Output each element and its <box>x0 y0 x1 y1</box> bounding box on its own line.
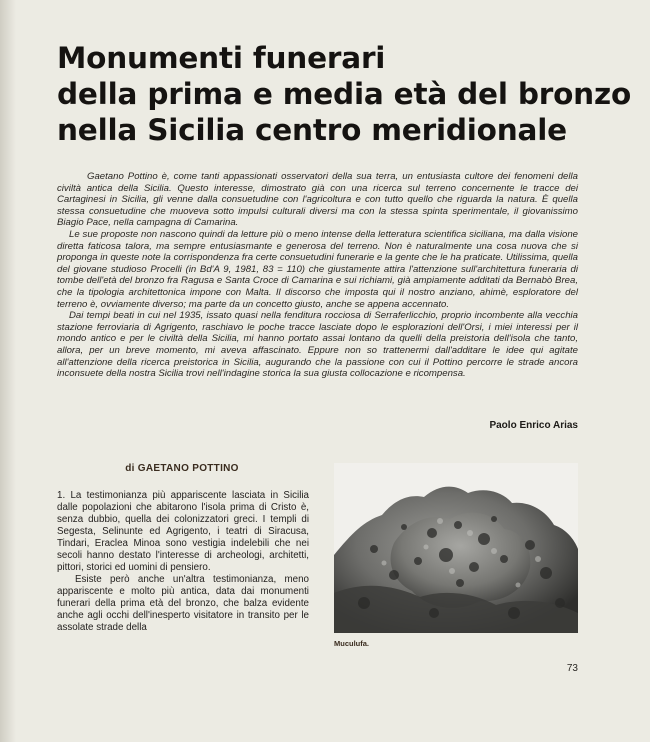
rock-photograph <box>334 463 578 633</box>
page-number: 73 <box>566 663 578 674</box>
intro-author-signature: Paolo Enrico Arias <box>489 420 578 431</box>
intro-paragraph: Gaetano Pottino è, come tanti appassionati osservatori della sua terra, un entusiasta cultore dei fenomeni della civiltà antica della Sicilia. Questo interesse, dimostrato già con una ricerca sul terreno concernente le tracce dei Cartaginesi in Sicilia, gli venne dalla consuetudine con l'agricoltura e con tutto quello che riguarda la natura. È quella stessa consuetudine che muoveva sotto impulsi culturali diversi ma con la stessa spinta sperimentale, il giovanissimo Biagio Pace, nella campagna di Camarina. <box>57 171 578 229</box>
body-column <box>57 490 309 634</box>
rock-formation-image <box>334 463 578 633</box>
title-line: nella Sicilia centro meridionale <box>57 113 567 147</box>
article-byline: di GAETANO POTTINO <box>125 463 239 474</box>
photo-caption: Muculufa. <box>334 639 369 648</box>
intro-paragraph: Le sue proposte non nascono quindi da letture più o meno intense della letteratura scientifica siciliana, ma dalla visione diretta faticosa talora, ma sempre entusiasmante e generosa del terreno. Non è naturalmente una cosa nuova che si proponga in queste note la corrispondenza fra certe consuetudini funerarie e la gente che le ha praticate. Utilissima, quella del giovane studioso Procelli (in Bd'A 9, 1981, 83 = 110) che giustamente attira l'attenzione sull'architettura funeraria di tombe dell'età del bronzo fra Ragusa e Santa Croce di Camarina e sui richiami, già ampiamente additati da Bernabò Brea, che la tipologia architettonica impone con Malta. Il discorso che imposta qui il nostro anziano, ahimè, esploratore del terreno è, ovviamente diverso; ma parte da un concetto giusto, anche se appena accennato. <box>57 228 578 310</box>
body-paragraph: Esiste però anche un'altra testimonianza, meno appariscente e molto più antica, data dai monumenti funerari della prima età del bronzo, che balza evidente anche agli occhi dell'inesperto visitatore in transito per le assolate strade della <box>57 574 309 633</box>
editor-introduction <box>57 171 578 380</box>
title-line: della prima e media età del bronzo <box>57 77 632 111</box>
body-paragraph: 1. La testimonianza più appariscente lasciata in Sicilia dalle popolazioni che abitarono l'isola prima di Cristo è, senza dubbio, quella dei colonizzatori greci. I templi di Segesta, Selinunte ed Agrigento, i teatri di Siracusa, Tindari, Eraclea Minoa sono vestigia indelebili che nei secoli hanno destato l'interesse di archeologi, architetti, pittori, storici ed uomini di pensiero. <box>57 490 309 573</box>
title-line: Monumenti funerari <box>57 41 386 75</box>
article-title <box>57 40 632 148</box>
intro-paragraph: Dai tempi beati in cui nel 1935, issato quasi nella fenditura rocciosa di Serraferlicchio, proprio incombente alla vecchia stazione ferroviaria di Agrigento, raschiavo le poche tracce lasciate dopo le esplorazioni dell'Orsi, i miei interessi per il mondo antico e per le civiltà della Sicilia, mi hanno portato assai lontano da quelli della preistoria dell'isola che tanto, allora, per un breve momento, mi aveva affascinato. Eppure non so trattenermi dall'additare le idee qui agitate all'attenzione della ricerca preistorica in Sicilia, augurando che la passione con cui il Pottino percorre le strade ancora inconsuete della nostra Sicilia trovi nell'indagine storica la sua giusta collocazione e ricompensa. <box>57 310 578 380</box>
